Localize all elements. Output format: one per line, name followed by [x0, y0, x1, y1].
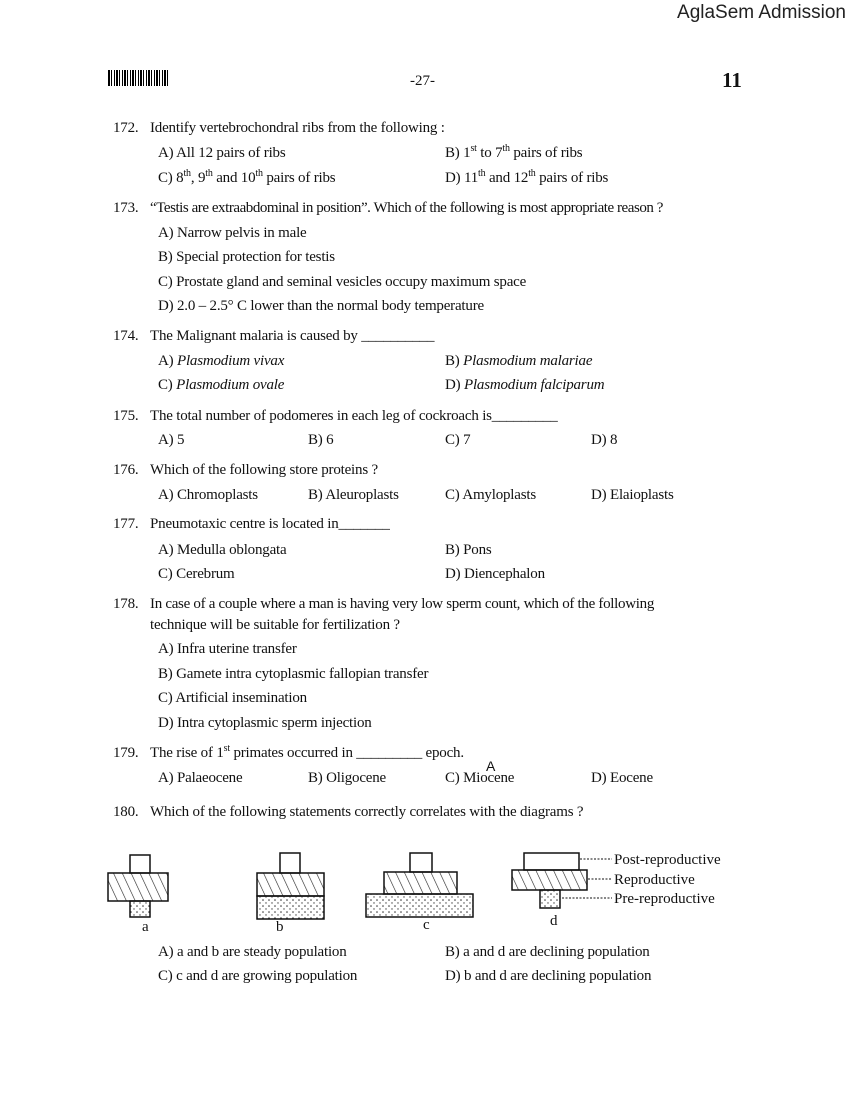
question-number: 172. [113, 120, 139, 136]
barcode [108, 70, 168, 86]
option-d: D) Plasmodium falciparum [445, 377, 605, 393]
diagram-label-a: a [142, 919, 149, 935]
option-a: A) Palaeocene [158, 770, 243, 786]
option-b: B) Gamete intra cytoplasmic fallopian transfer [158, 666, 429, 682]
question-number: 174. [113, 328, 139, 344]
option-a: A) Infra uterine transfer [158, 641, 297, 657]
question-text: “Testis are extraabdominal in position”. Which of the following is most appropriate reason ? [150, 200, 663, 216]
legend-reproductive: Reproductive [614, 872, 695, 888]
option-c: C) Miocene [445, 770, 515, 786]
question-number: 180. [113, 804, 139, 820]
question-number: 173. [113, 200, 139, 216]
option-c: C) Plasmodium ovale [158, 377, 285, 393]
option-a: A) Chromoplasts [158, 487, 258, 503]
age-pyramid-diagrams [100, 845, 740, 935]
handwritten-mark: A [486, 758, 496, 774]
option-d: D) b and d are declining population [445, 968, 652, 984]
option-b: B) Pons [445, 542, 492, 558]
diagram-label-d: d [550, 913, 558, 929]
option-b: B) 6 [308, 432, 334, 448]
option-d: D) Diencephalon [445, 566, 545, 582]
pyramid-c [366, 853, 473, 917]
pyramid-a [108, 855, 168, 917]
pyramid-b [257, 853, 324, 919]
option-c: C) Amyloplasts [445, 487, 536, 503]
question-text-continued: technique will be suitable for fertilization ? [150, 617, 400, 633]
option-d: D) Elaioplasts [591, 487, 674, 503]
option-c: C) 7 [445, 432, 471, 448]
option-c: C) 8th, 9th and 10th pairs of ribs [158, 168, 336, 186]
option-d: D) 2.0 – 2.5° C lower than the normal body temperature [158, 298, 484, 314]
question-text: The total number of podomeres in each leg of cockroach is_________ [150, 408, 558, 424]
legend-post-reproductive: Post-reproductive [614, 852, 721, 868]
option-b: B) 1st to 7th pairs of ribs [445, 143, 583, 161]
question-text: Which of the following store proteins ? [150, 462, 378, 478]
option-d: D) Intra cytoplasmic sperm injection [158, 715, 372, 731]
option-a: A) 5 [158, 432, 185, 448]
page-number: -27- [410, 73, 435, 89]
option-a: A) a and b are steady population [158, 944, 347, 960]
option-b: B) a and d are declining population [445, 944, 650, 960]
question-text: The Malignant malaria is caused by __________ [150, 328, 435, 344]
pyramid-d [512, 853, 587, 908]
booklet-code: 11 [722, 68, 742, 92]
option-a: A) Plasmodium vivax [158, 353, 285, 369]
question-text: Identify vertebrochondral ribs from the following : [150, 120, 445, 136]
option-a: A) Medulla oblongata [158, 542, 287, 558]
option-b: B) Plasmodium malariae [445, 353, 593, 369]
question-number: 177. [113, 516, 139, 532]
question-text: In case of a couple where a man is having very low sperm count, which of the following [150, 596, 655, 612]
question-text: The rise of 1st primates occurred in _________ epoch. [150, 743, 464, 761]
option-b: B) Aleuroplasts [308, 487, 399, 503]
question-number: 175. [113, 408, 139, 424]
question-number: 179. [113, 745, 139, 761]
question-number: 176. [113, 462, 139, 478]
option-b: B) Oligocene [308, 770, 386, 786]
diagram-label-c: c [423, 917, 430, 933]
option-c: C) c and d are growing population [158, 968, 358, 984]
option-d: D) Eocene [591, 770, 653, 786]
option-a: A) Narrow pelvis in male [158, 225, 307, 241]
question-number: 178. [113, 596, 139, 612]
option-c: C) Prostate gland and seminal vesicles occupy maximum space [158, 274, 527, 290]
option-d: D) 8 [591, 432, 618, 448]
option-b: B) Special protection for testis [158, 249, 335, 265]
diagram-label-b: b [276, 919, 284, 935]
legend-pre-reproductive: Pre-reproductive [614, 891, 715, 907]
question-text: Pneumotaxic centre is located in_______ [150, 516, 390, 532]
watermark-brand: AglaSem Admission [677, 2, 846, 23]
option-c: C) Artificial insemination [158, 690, 307, 706]
option-a: A) All 12 pairs of ribs [158, 145, 286, 161]
option-d: D) 11th and 12th pairs of ribs [445, 168, 609, 186]
option-c: C) Cerebrum [158, 566, 235, 582]
question-text: Which of the following statements correctly correlates with the diagrams ? [150, 804, 584, 820]
